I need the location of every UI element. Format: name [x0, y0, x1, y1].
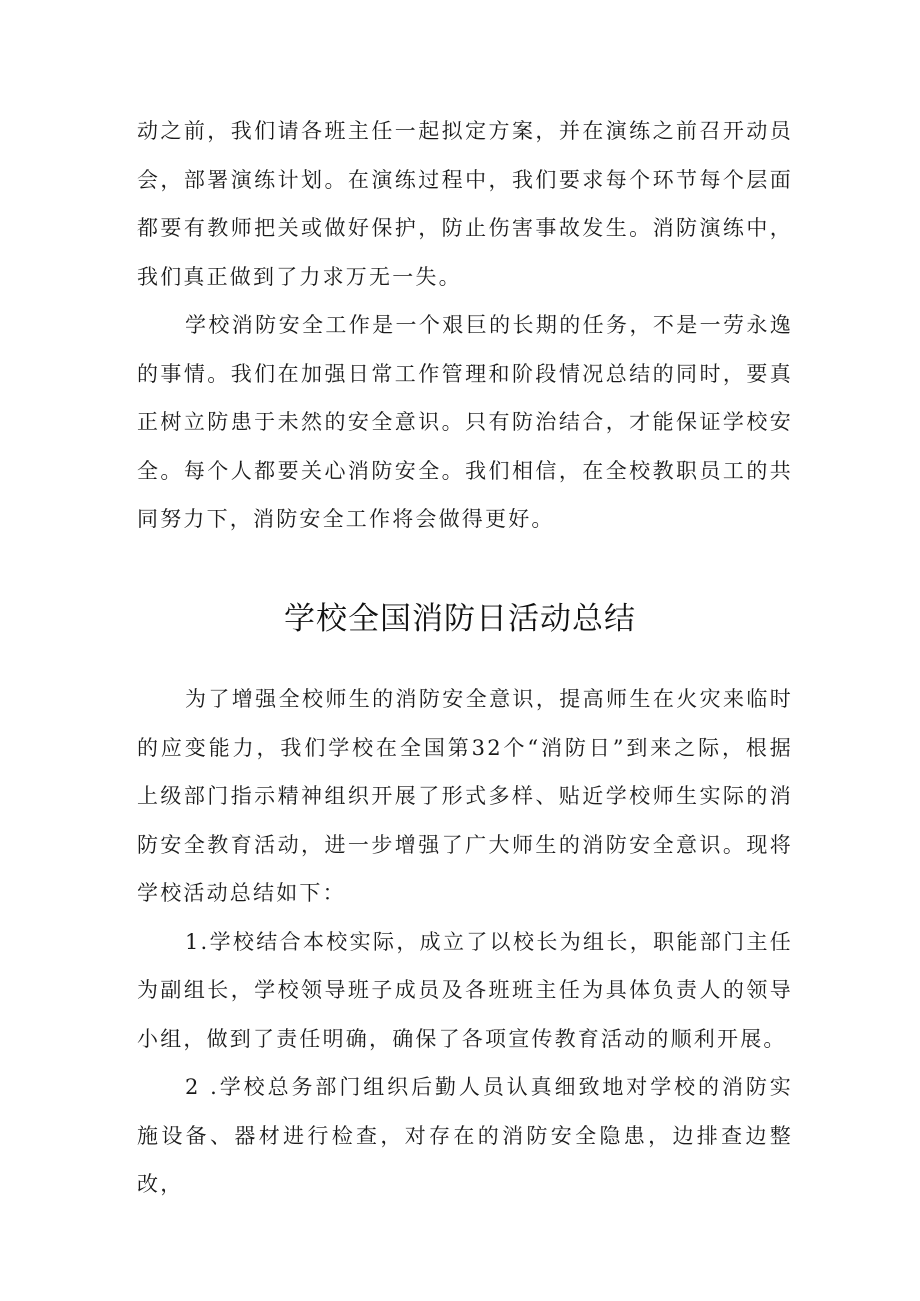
body-text-bottom	[137, 675, 793, 1209]
list-item-1: 1.学校结合本校实际，成立了以校长为组长，职能部门主任为副组长，学校领导班子成员及各班班主任为具体负责人的领导小组，做到了责任明确，确保了各项宣传教育活动的顺利开展。	[137, 929, 793, 1051]
intro-paragraph: 为了增强全校师生的消防安全意识，提高师生在火灾来临时的应变能力，我们学校在全国第32个“消防日”到来之际，根据上级部门指示精神组织开展了形式多样、贴近学校师生实际的消防安全教育活动，进一步增强了广大师生的消防安全意识。现将学校活动总结如下：	[137, 687, 793, 905]
document-title: 学校全国消防日活动总结	[284, 601, 636, 637]
list-item-2: 2 .学校总务部门组织后勤人员认真细致地对学校的消防实施设备、器材进行检查，对存在的消防安全隐患，边排查边整改，	[137, 1075, 793, 1196]
body-text-top	[137, 107, 793, 544]
continued-paragraph: 动之前，我们请各班主任一起拟定方案，并在演练之前召开动员会，部署演练计划。在演练过程中，我们要求每个环节每个层面都要有教师把关或做好保护，防止伤害事故发生。消防演练中，我们真正做到了力求万无一失。	[137, 119, 793, 289]
closing-paragraph: 学校消防安全工作是一个艰巨的长期的任务，不是一劳永逸的事情。我们在加强日常工作管理和阶段情况总结的同时，要真正树立防患于未然的安全意识。只有防治结合，才能保证学校安全。每个人都要关心消防安全。我们相信，在全校教职员工的共同努力下，消防安全工作将会做得更好。	[137, 313, 793, 531]
